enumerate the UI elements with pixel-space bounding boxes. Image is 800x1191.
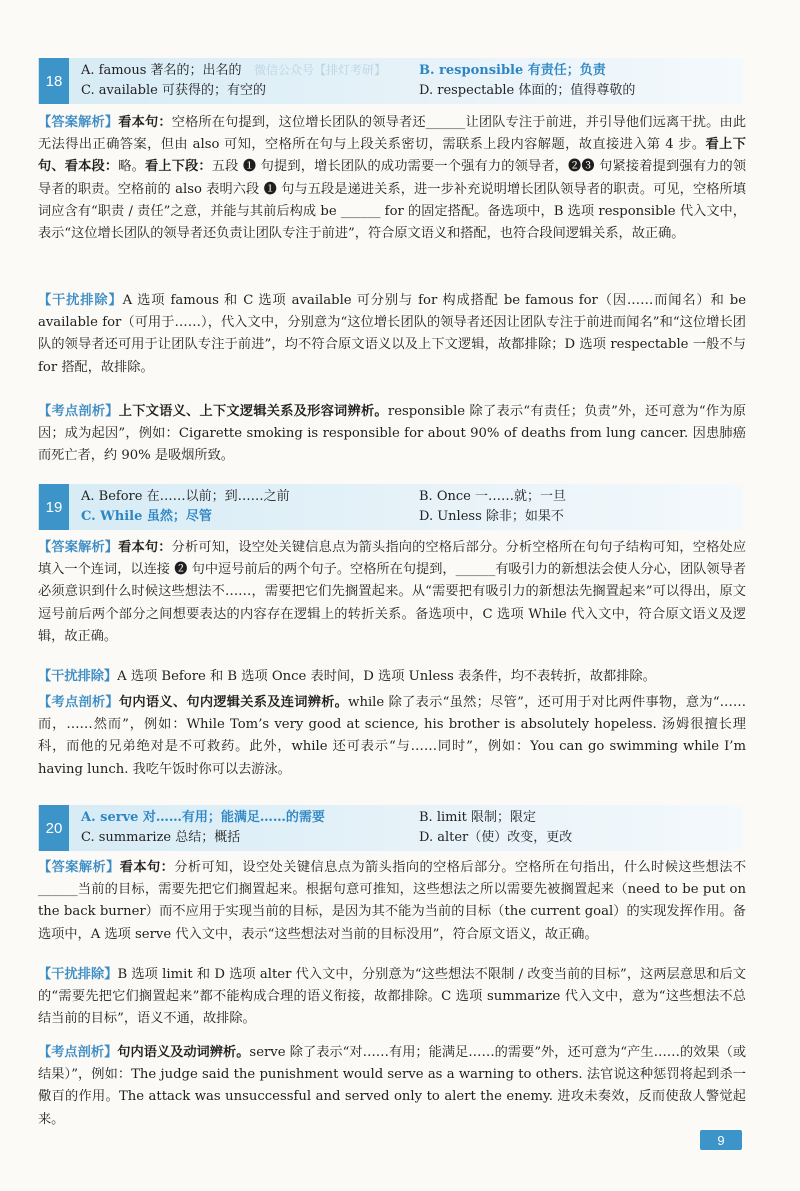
question-19-header <box>38 484 743 530</box>
option-a: A. famous 著名的；出名的 <box>81 63 242 78</box>
key-point-analysis: 【考点剖析】句内语义、句内逻辑关系及连词辨析。while 除了表示“虽然；尽管”，还可用于对比两件事物，意为“……而，……然而”，例如：While Tom’s very good at science, his brother is absolutely hopeless. 汤姆很擅长理科，而他的兄弟绝对是不可救药。此外，while 还可表示“与……同时”，例如：You can go swimming while I’m having lunch. 我吃午饭时你可以去游泳。 <box>38 695 747 777</box>
option-b-correct: B. responsible 有责任；负责 <box>419 63 606 78</box>
key-point-analysis: 【考点剖析】句内语义及动词辨析。serve 除了表示“对……有用；能满足……的需要”外，还可意为“产生……的效果（或结果）”，例如：The judge said the punishment would serve as a warning to others. 法官说这种惩罚将起到杀一儆百的作用。The attack was unsuccessful and served only to alert the enemy. 进攻未奏效，反而使敌人警觉起来。 <box>38 1045 747 1127</box>
answer-analysis: 【答案解析】看本句：空格所在句提到，这位增长团队的领导者还______让团队专注于前进，并引导他们远离干扰。由此无法得出正确答案，但由 also 可知，空格所在句与上段关系密切，需联系上段内容解题，故直接进入第 4 步。看上下句、看本段：略。看上下段：五段 ❶ 句提到，增长团队的成功需要一个强有力的领导者，❷❸ 句紧接着提到强有力的领导者的职责。空格前的 also 表明六段 ❶ 句与五段是递进关系，进一步补充说明增长团队领导者的职责。可见，空格所填词应含有“职责 / 责任”之意，并能与其前后构成 be ______ for 的固定搭配。备选项中，B 选项 responsible 代入文中，表示“这位增长团队的领导者还负责让团队专注于前进”，符合原文语义和搭配，也符合段间逻辑关系，故正确。 <box>38 115 747 242</box>
option-a: A. Before 在……以前；到……之前 <box>81 489 290 504</box>
watermark: 微信公众号【排灯考研】 <box>254 63 387 77</box>
option-b: B. Once 一……就；一旦 <box>419 489 566 504</box>
question-number: 18 <box>39 58 69 104</box>
question-number: 20 <box>39 805 69 851</box>
option-c: C. available 可获得的；有空的 <box>81 83 266 98</box>
option-c-correct: C. While 虽然；尽管 <box>81 509 212 524</box>
question-20-header <box>38 805 743 851</box>
question-18-header <box>38 58 743 104</box>
option-d: D. respectable 体面的；值得尊敬的 <box>419 83 636 98</box>
option-d: D. alter（使）改变，更改 <box>419 830 573 845</box>
option-d: D. Unless 除非；如果不 <box>419 509 564 524</box>
distractor-elimination: 【干扰排除】A 选项 famous 和 C 选项 available 可分别与 for 构成搭配 be famous for（因……而闻名）和 be available for（可用于……），代入文中，分别意为“这位增长团队的领导者还因让团队专注于前进而闻名”和“这位增长团队的领导者还可用于让团队专注于前进”，均不符合原文语义以及上下文逻辑，故都排除；D 选项 respectable 一般不与 for 搭配，故排除。 <box>38 293 747 375</box>
option-c: C. summarize 总结；概括 <box>81 830 241 845</box>
answer-analysis: 【答案解析】看本句：分析可知，设空处关键信息点为箭头指向的空格后部分。空格所在句指出，什么时候这些想法不______当前的目标，需要先把它们搁置起来。根据句意可推知，这些想法之所以需要先被搁置起来（need to be put on the back burner）而不应用于实现当前的目标，是因为其不能为当前的目标（the current goal）的实现发挥作用。备选项中，A 选项 serve 代入文中，表示“这些想法对当前的目标没用”，符合原文语义，故正确。 <box>38 860 747 942</box>
option-b: B. limit 限制；限定 <box>419 810 536 825</box>
question-number: 19 <box>39 484 69 530</box>
answer-analysis: 【答案解析】看本句：分析可知，设空处关键信息点为箭头指向的空格后部分。分析空格所在句句子结构可知，空格处应填入一个连词，以连接 ❷ 句中逗号前后的两个句子。空格所在句提到，______有吸引力的新想法会使人分心，团队领导者必须意识到什么时候这些想法不……，需要把它们先搁置起来。从“需要把有吸引力的新想法先搁置起来”可以得出，原文逗号前后两个部分之间想要表达的内容存在逻辑上的转折关系。备选项中，C 选项 While 代入文中，符合原文语义及逻辑，故正确。 <box>38 540 747 644</box>
distractor-elimination: 【干扰排除】A 选项 Before 和 B 选项 Once 表时间，D 选项 Unless 表条件，均不表转折，故都排除。 <box>38 669 656 684</box>
key-point-analysis: 【考点剖析】上下文语义、上下文逻辑关系及形容词辨析。responsible 除了表示“有责任；负责”外，还可意为“作为原因；成为起因”，例如：Cigarette smoking is responsible for about 90% of deaths from lung cancer. 因患肺癌而死亡者，约 90% 是吸烟所致。 <box>38 404 746 464</box>
page-number: 9 <box>700 1130 742 1150</box>
distractor-elimination: 【干扰排除】B 选项 limit 和 D 选项 alter 代入文中，分别意为“这些想法不限制 / 改变当前的目标”，这两层意思和后文的“需要先把它们搁置起来”都不能构成合理的语义衔接，故都排除。C 选项 summarize 代入文中，意为“这些想法不总结当前的目标”，语义不通，故排除。 <box>38 967 746 1027</box>
option-a-correct: A. serve 对……有用；能满足……的需要 <box>81 810 325 825</box>
